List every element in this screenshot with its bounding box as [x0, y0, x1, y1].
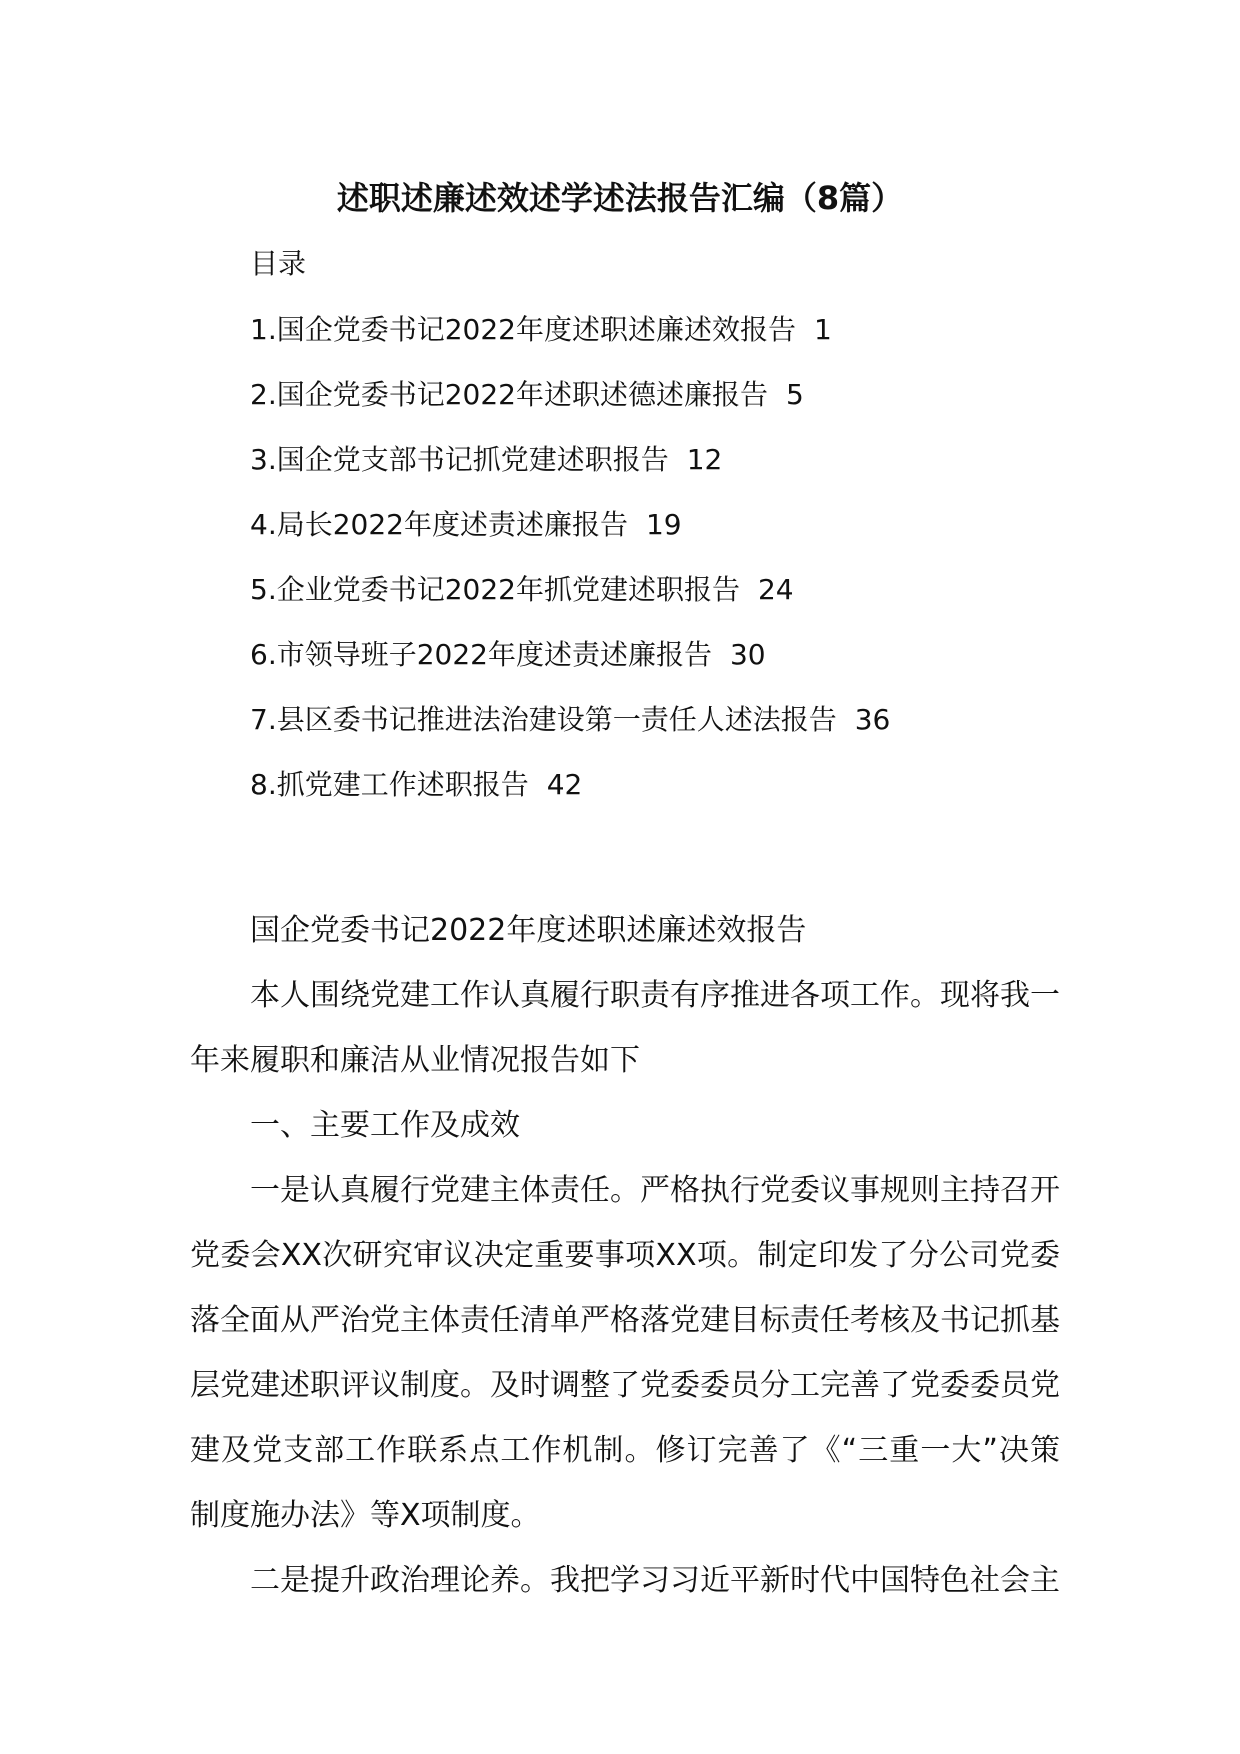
body-paragraph: 一是认真履行党建主体责任。严格执行党委议事规则主持召开党委会XX次研究审议决定重要事项XX项。制定印发了分公司党委落全面从严治党主体责任清单严格落党建目标责任考核及书记抓基层党建述职评议制度。及时调整了党委委员分工完善了党委委员党建及党支部工作联系点工作机制。修订完善了《“三重一大”决策制度施办法》等X项制度。 — [190, 1173, 1060, 1533]
toc-item[interactable] — [250, 505, 890, 570]
table-of-contents — [250, 310, 890, 830]
toc-item[interactable] — [250, 570, 890, 635]
toc-item[interactable] — [250, 700, 890, 765]
toc-heading: 目录 — [250, 247, 307, 280]
toc-item[interactable] — [250, 310, 890, 375]
body-paragraph: 二是提升政治理论养。我把学习习近平新时代中国特色社会主 — [250, 1563, 1060, 1598]
body-paragraph: 本人围绕党建工作认真履行职责有序推进各项工作。现将我一年来履职和廉洁从业情况报告如下 — [190, 978, 1060, 1078]
toc-item-text: 6.市领导班子2022年度述责述廉报告 — [250, 638, 712, 671]
document-body — [190, 898, 1060, 1613]
toc-item-page: 42 — [546, 768, 583, 801]
toc-item[interactable] — [250, 765, 890, 830]
toc-item-text: 3.国企党支部书记抓党建述职报告 — [250, 443, 669, 476]
toc-item-page: 36 — [854, 703, 891, 736]
toc-item-text: 4.局长2022年度述责述廉报告 — [250, 508, 628, 541]
toc-item-page: 24 — [757, 573, 794, 606]
toc-item[interactable] — [250, 440, 890, 505]
toc-item-page: 30 — [729, 638, 766, 671]
toc-item-page: 5 — [785, 378, 804, 411]
toc-item-text: 7.县区委书记推进法治建设第一责任人述法报告 — [250, 703, 837, 736]
toc-item[interactable] — [250, 375, 890, 440]
document-title: 述职述廉述效述学述法报告汇编（8篇） — [336, 179, 904, 217]
section-title: 国企党委书记2022年度述职述廉述效报告 — [250, 913, 807, 948]
toc-item[interactable] — [250, 635, 890, 700]
toc-item-text: 2.国企党委书记2022年述职述德述廉报告 — [250, 378, 768, 411]
toc-item-text: 5.企业党委书记2022年抓党建述职报告 — [250, 573, 740, 606]
toc-item-page: 12 — [686, 443, 723, 476]
toc-item-text: 8.抓党建工作述职报告 — [250, 768, 529, 801]
toc-item-page: 1 — [813, 313, 832, 346]
toc-item-text: 1.国企党委书记2022年度述职述廉述效报告 — [250, 313, 796, 346]
body-heading: 一、主要工作及成效 — [250, 1108, 520, 1143]
toc-item-page: 19 — [645, 508, 682, 541]
